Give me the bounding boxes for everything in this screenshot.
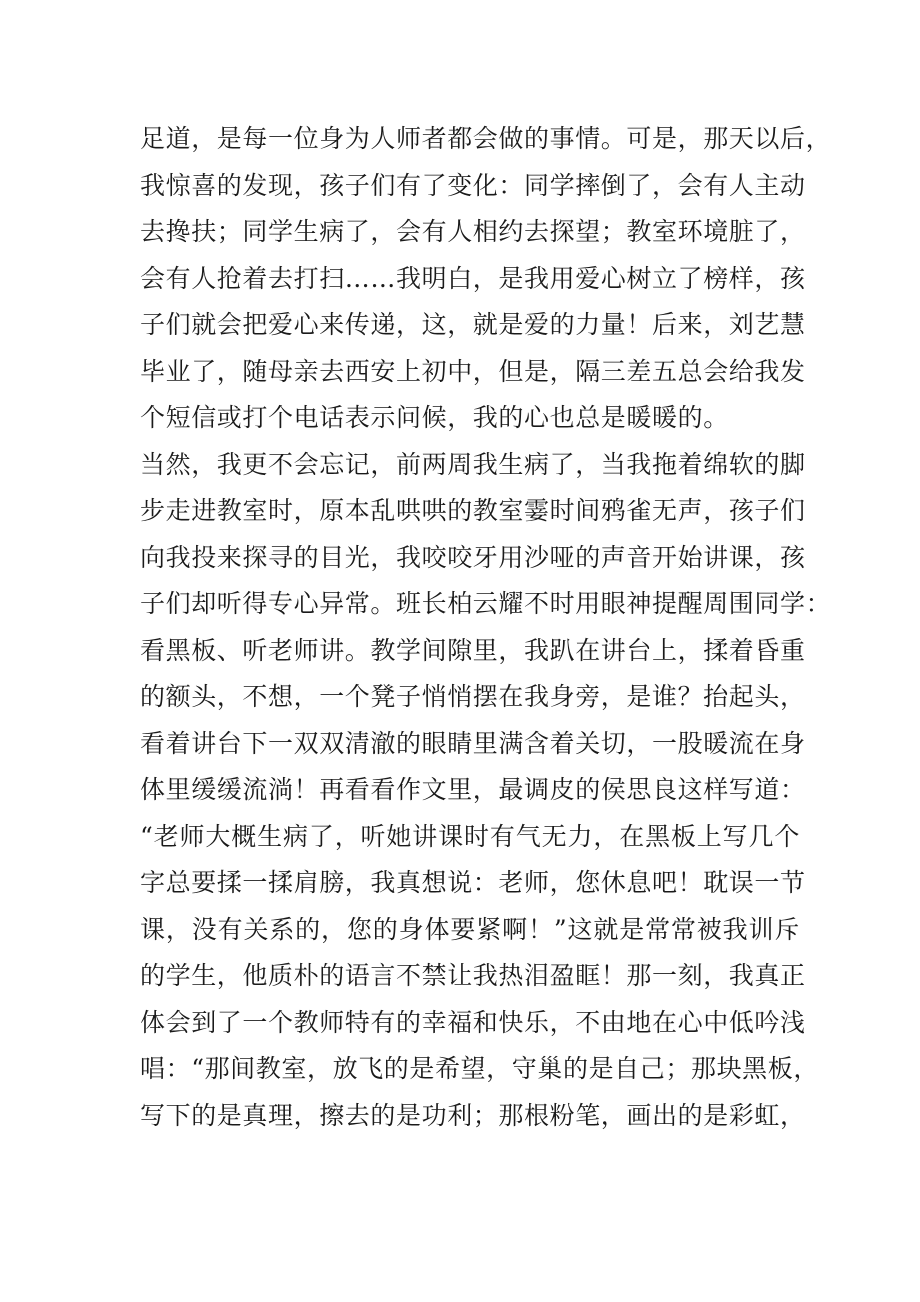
text-line-12: 看黑板、听老师讲。教学间隙里，我趴在讲台上，揉着昏重 (140, 635, 806, 665)
text-line-2: 我惊喜的发现，孩子们有了变化：同学摔倒了，会有人主动 (140, 170, 806, 200)
text-line-10: 向我投来探寻的目光，我咬咬牙用沙哑的声音开始讲课，孩 (140, 542, 806, 572)
text-line-11: 子们却听得专心异常。班长柏云耀不时用眼神提醒周围同学： (140, 589, 832, 618)
text-line-5: 子们就会把爱心来传递，这，就是爱的力量！后来，刘艺慧 (140, 310, 806, 339)
text-line-7: 个短信或打个电话表示问候，我的心也总是暖暖的。 (140, 403, 729, 432)
text-line-8: 当然，我更不会忘记，前两周我生病了，当我拖着绵软的脚 (140, 449, 806, 479)
text-line-4: 会有人抢着去打扫……我明白，是我用爱心树立了榜样，孩 (140, 263, 806, 293)
text-line-19: 的学生，他质朴的语言不禁让我热泪盈眶！那一刻，我真正 (140, 961, 806, 990)
body-text (140, 116, 832, 1139)
text-line-16: “老师大概生病了，听她讲课时有气无力，在黑板上写几个 (140, 821, 800, 851)
text-line-6: 毕业了，随母亲去西安上初中，但是，隔三差五总会给我发 (140, 356, 806, 386)
text-line-17: 字总要揉一揉肩膀，我真想说：老师，您休息吧！耽误一节 (140, 868, 806, 897)
text-line-1: 足道，是每一位身为人师者都会做的事情。可是，那天以后， (140, 124, 832, 153)
text-line-14: 看着讲台下一双双清澈的眼睛里满含着关切，一股暖流在身 (140, 728, 806, 758)
text-line-18: 课，没有关系的，您的身体要紧啊！”这就是常常被我训斥 (140, 914, 800, 944)
text-line-22: 写下的是真理，擦去的是功利；那根粉笔，画出的是彩虹， (140, 1100, 806, 1130)
text-line-21: 唱：“那间教室，放飞的是希望，守巢的是自己；那块黑板， (140, 1054, 819, 1083)
text-line-13: 的额头，不想，一个凳子悄悄摆在我身旁，是谁？抬起头， (140, 682, 806, 711)
text-line-15: 体里缓缓流淌！再看看作文里，最调皮的侯思良这样写道： (140, 775, 806, 804)
text-line-9: 步走进教室时，原本乱哄哄的教室霎时间鸦雀无声，孩子们 (140, 496, 806, 525)
text-line-20: 体会到了一个教师特有的幸福和快乐，不由地在心中低吟浅 (140, 1007, 806, 1037)
text-line-3: 去搀扶；同学生病了，会有人相约去探望；教室环境脏了， (140, 217, 806, 246)
